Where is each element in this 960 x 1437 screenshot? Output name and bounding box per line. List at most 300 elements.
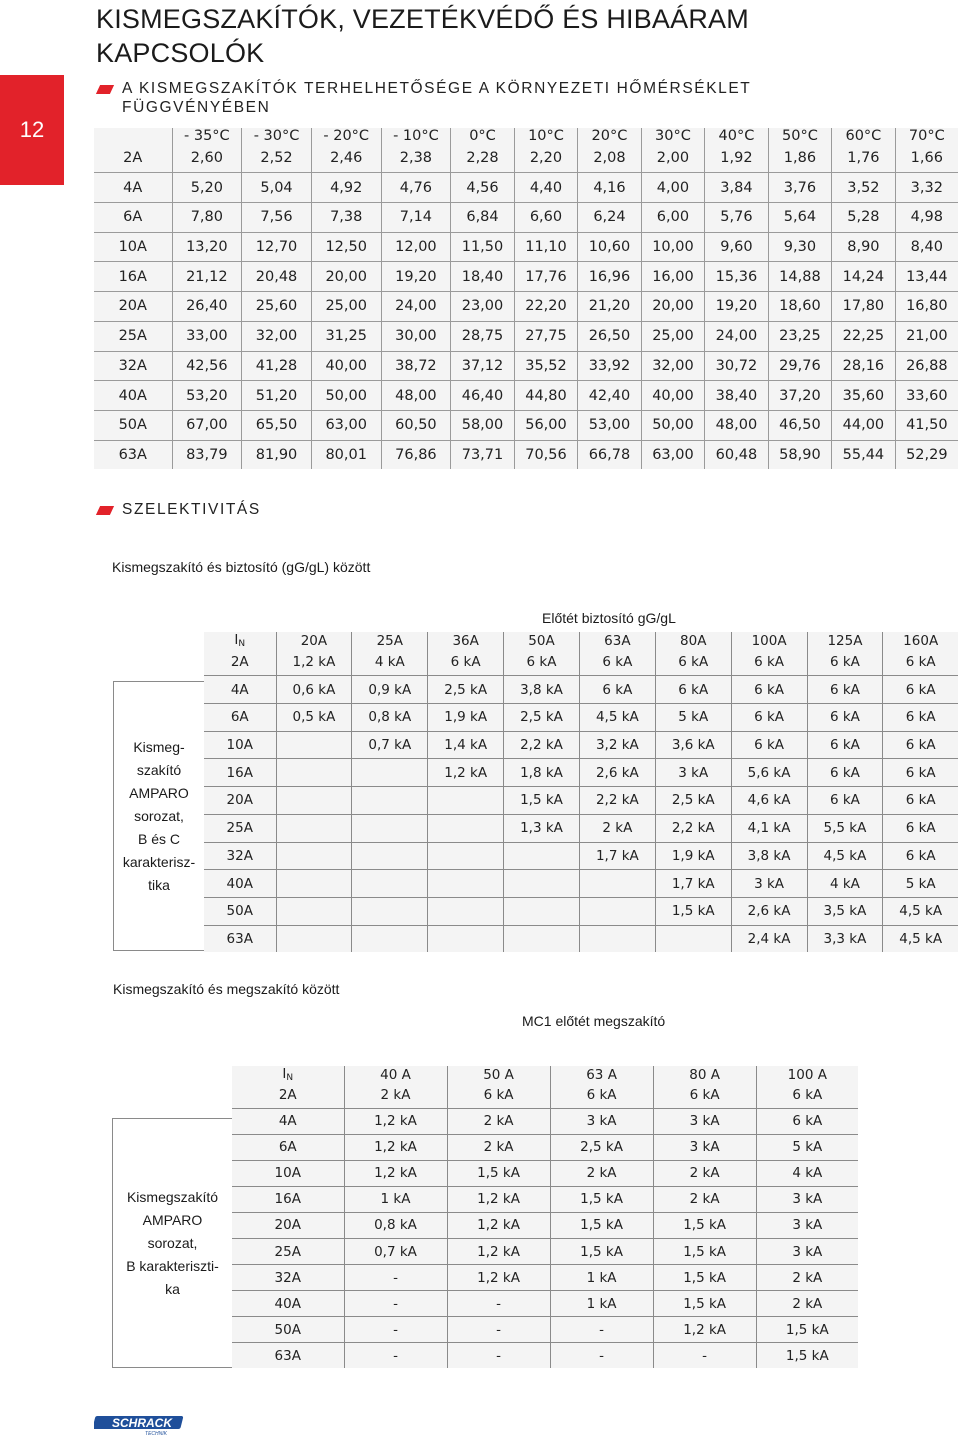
table-cell: 1,92 [705, 144, 768, 173]
table-cell: 1,5 kA [550, 1186, 653, 1212]
row-header: 25A [94, 321, 172, 351]
table-cell: 1,2 kA [344, 1108, 447, 1134]
row-header: 25A [204, 814, 276, 842]
table-cell: 25,00 [641, 321, 704, 351]
row-header: 32A [94, 351, 172, 381]
row-header: 6A [232, 1134, 344, 1160]
table-cell: 3,76 [768, 173, 831, 203]
row-header: 20A [204, 787, 276, 815]
table-cell: 2 kA [579, 814, 655, 842]
table-cell: 27,75 [514, 321, 577, 351]
table-cell: 1,2 kA [447, 1186, 550, 1212]
breaker-table-container [232, 1066, 858, 1368]
table-cell: 6 kA [756, 1108, 858, 1134]
table-cell: 38,40 [705, 381, 768, 411]
column-header: 20A [276, 632, 352, 649]
table-row [232, 1291, 858, 1317]
table-cell: 33,92 [578, 351, 641, 381]
table-cell: 22,20 [514, 292, 577, 322]
table-cell: 48,00 [381, 381, 451, 411]
table-cell: 29,76 [768, 351, 831, 381]
table-cell: 1,5 kA [447, 1160, 550, 1186]
table-row [232, 1186, 858, 1212]
table-cell: 11,50 [451, 232, 514, 262]
logo-text: SCHRACK [112, 1416, 172, 1430]
table-cell: - [550, 1317, 653, 1343]
table-cell: 4,98 [895, 203, 958, 233]
table-cell: - [447, 1291, 550, 1317]
table-cell: 6 kA [504, 649, 580, 676]
table-cell: 16,80 [895, 292, 958, 322]
table-cell: - [344, 1291, 447, 1317]
side-label-text [123, 736, 195, 897]
table-cell: 60,50 [381, 410, 451, 440]
table-cell: 46,50 [768, 410, 831, 440]
table-cell: 5,64 [768, 203, 831, 233]
column-header: 50A [504, 632, 580, 649]
table-cell: 7,80 [172, 203, 242, 233]
table-cell: 6 kA [447, 1083, 550, 1108]
table-cell: 6,60 [514, 203, 577, 233]
table-cell [428, 842, 504, 870]
table-cell [276, 897, 352, 925]
table-cell: 6,00 [641, 203, 704, 233]
table-cell: 7,56 [242, 203, 312, 233]
table-cell: 6 kA [883, 787, 958, 815]
table-cell: 1,2 kA [428, 759, 504, 787]
table-cell: 6 kA [883, 649, 958, 676]
column-header: 10°C [514, 128, 577, 144]
table-cell: 6 kA [883, 731, 958, 759]
table-row [94, 203, 958, 233]
column-header: - 30°C [242, 128, 312, 144]
table-cell: 2,5 kA [550, 1134, 653, 1160]
column-header: 40 A [344, 1066, 447, 1083]
table-cell: 40,00 [311, 351, 381, 381]
table-cell: 1,5 kA [504, 787, 580, 815]
table-row [232, 1317, 858, 1343]
table-row [204, 704, 958, 732]
table-header-row [232, 1066, 858, 1083]
table-cell: 16,96 [578, 262, 641, 292]
table-cell: 0,5 kA [276, 704, 352, 732]
bullet-icon [96, 506, 114, 515]
side-label-line: B karakteriszti- [126, 1257, 219, 1274]
table-cell: 33,00 [172, 321, 242, 351]
table-cell: 3 kA [655, 759, 731, 787]
table-cell: 2,6 kA [731, 897, 807, 925]
temperature-table-container [94, 128, 958, 469]
table-cell: - [447, 1317, 550, 1343]
fuse-selectivity-table [204, 632, 958, 952]
table-cell: 4,5 kA [899, 930, 943, 947]
table-cell: 60,48 [705, 440, 768, 469]
row-header: 40A [232, 1291, 344, 1317]
table-cell: 2,5 kA [504, 704, 580, 732]
table-cell: 2,08 [578, 144, 641, 173]
fuse-side-label [113, 681, 204, 951]
rated-current-subscript: N [238, 639, 246, 649]
table-cell [352, 759, 428, 787]
table-row [232, 1239, 858, 1265]
table-row [204, 759, 958, 787]
table-cell: 41,50 [895, 410, 958, 440]
table-cell: 1,4 kA [428, 731, 504, 759]
table-cell: 50,00 [311, 381, 381, 411]
table-cell [655, 925, 731, 952]
row-header: 16A [232, 1186, 344, 1212]
table-cell: 4,16 [578, 173, 641, 203]
table-cell: 7,14 [381, 203, 451, 233]
table-cell: 55,44 [832, 440, 895, 469]
table-cell: 6 kA [428, 649, 504, 676]
table-cell: 1,5 kA [756, 1317, 858, 1343]
page-number: 12 [19, 117, 45, 142]
table-cell: 53,20 [172, 381, 242, 411]
side-label-line: ka [165, 1280, 180, 1297]
table-row [94, 262, 958, 292]
rated-current-symbol: I [234, 632, 239, 648]
table-cell: 19,20 [381, 262, 451, 292]
table-cell: 2,5 kA [428, 676, 504, 704]
table-cell: 2 kA [653, 1160, 756, 1186]
table-cell: 30,72 [705, 351, 768, 381]
row-header: 63A [94, 440, 172, 469]
table-cell: 46,40 [451, 381, 514, 411]
table-cell: 1 kA [550, 1291, 653, 1317]
table-cell: 0,9 kA [352, 676, 428, 704]
table-cell: 3 kA [756, 1239, 858, 1265]
table-cell: 35,52 [514, 351, 577, 381]
table-cell: 18,40 [451, 262, 514, 292]
table-cell: 1,2 kA [447, 1212, 550, 1238]
row-header: 10A [204, 731, 276, 759]
table-cell: 1,66 [895, 144, 958, 173]
table-cell: 3 kA [653, 1134, 756, 1160]
table-cell: 6 kA [655, 676, 731, 704]
row-header: 4A [204, 676, 276, 704]
column-header: 63 A [550, 1066, 653, 1083]
table-cell: 1,8 kA [504, 759, 580, 787]
table-cell: 81,90 [242, 440, 312, 469]
table-cell: 0,7 kA [344, 1239, 447, 1265]
table-cell: 0,7 kA [352, 731, 428, 759]
table-cell: 0,6 kA [276, 676, 352, 704]
row-header: 16A [94, 262, 172, 292]
table-cell: 40,00 [641, 381, 704, 411]
column-header: - 20°C [311, 128, 381, 144]
table-cell: 4,40 [514, 173, 577, 203]
table-cell: 4,92 [311, 173, 381, 203]
table-cell: 51,20 [242, 381, 312, 411]
table-cell: 6 kA [807, 759, 883, 787]
table-cell: 80,01 [311, 440, 381, 469]
fuse-table-container [204, 632, 958, 952]
column-header: 50 A [447, 1066, 550, 1083]
table-cell: 37,12 [451, 351, 514, 381]
row-header: 20A [232, 1212, 344, 1238]
table-cell: - [653, 1343, 756, 1368]
side-label-line: AMPARO [129, 784, 189, 801]
table-cell: 2,5 kA [655, 787, 731, 815]
table-cell: 25,00 [311, 292, 381, 322]
column-header: 63A [579, 632, 655, 649]
table-cell: 6 kA [579, 649, 655, 676]
table-cell: 3,3 kA [807, 925, 883, 952]
table-row [204, 925, 958, 952]
breaker-side-label [112, 1118, 232, 1368]
table-cell [504, 925, 580, 952]
table-cell [276, 814, 352, 842]
table-cell: - [344, 1317, 447, 1343]
table-cell: 1,5 kA [653, 1239, 756, 1265]
table-cell: 6 kA [807, 649, 883, 676]
table-cell: 6 kA [731, 649, 807, 676]
table-cell: 6,24 [578, 203, 641, 233]
row-header: 40A [204, 870, 276, 898]
table-cell [504, 842, 580, 870]
table-cell: 1,5 kA [653, 1291, 756, 1317]
table-cell [352, 787, 428, 815]
table-cell: - [344, 1343, 447, 1368]
section-heading-selectivity [96, 500, 261, 519]
table-row [94, 440, 958, 469]
table-cell: 6 kA [731, 704, 807, 732]
column-header: - 10°C [381, 128, 451, 144]
table-cell: 9,30 [768, 232, 831, 262]
table-cell [352, 814, 428, 842]
column-header: 30°C [641, 128, 704, 144]
rated-current-header [204, 632, 276, 649]
row-header: 4A [94, 173, 172, 203]
row-header: 6A [204, 704, 276, 732]
table-cell: 4 kA [807, 870, 883, 898]
table-cell: 1,76 [832, 144, 895, 173]
table-cell: 4,76 [381, 173, 451, 203]
table-cell: 6 kA [653, 1083, 756, 1108]
breaker-selectivity-table [232, 1066, 858, 1368]
table-cell: 16,00 [641, 262, 704, 292]
table-cell: 50,00 [641, 410, 704, 440]
table-cell: 12,70 [242, 232, 312, 262]
column-header: - 35°C [172, 128, 242, 144]
table-cell: 2,28 [451, 144, 514, 173]
table-cell: 6 kA [579, 676, 655, 704]
table-cell [504, 870, 580, 898]
table-cell: 52,29 [895, 440, 958, 469]
column-header: 100A [731, 632, 807, 649]
table-cell: 56,00 [514, 410, 577, 440]
table-cell: 37,20 [768, 381, 831, 411]
table-cell: 3,6 kA [655, 731, 731, 759]
rated-current-symbol: I [282, 1066, 287, 1082]
table-cell: 20,00 [311, 262, 381, 292]
column-header: 80 A [653, 1066, 756, 1083]
table-cell: 3 kA [653, 1108, 756, 1134]
side-label-line: B és C [137, 830, 180, 847]
table-cell: 2 kA [344, 1083, 447, 1108]
table-cell [428, 870, 504, 898]
table-cell: 4,5 kA [883, 897, 958, 925]
side-label-line: Kismeg- [133, 738, 185, 755]
section-heading-text: SZELEKTIVITÁS [122, 501, 261, 518]
column-header: 100 A [787, 1066, 827, 1083]
table-cell: 0,8 kA [352, 704, 428, 732]
breaker-section-caption: Kismegszakító és megszakító között [113, 981, 340, 997]
corner-cell [94, 128, 172, 144]
table-cell: 2,60 [172, 144, 242, 173]
table-cell: 3,84 [705, 173, 768, 203]
table-cell: 4,00 [641, 173, 704, 203]
table-row [94, 381, 958, 411]
table-cell: 32,00 [641, 351, 704, 381]
table-cell: 10,60 [578, 232, 641, 262]
table-cell: 3 kA [731, 870, 807, 898]
table-cell: 2 kA [756, 1265, 858, 1291]
row-header: 63A [232, 1343, 344, 1368]
page-title: KISMEGSZAKÍTÓK, VEZETÉKVÉDŐ ÉS HIBAÁRAM KAPCSOLÓK [96, 4, 749, 68]
table-cell: 6 kA [731, 676, 807, 704]
row-header: 50A [94, 410, 172, 440]
table-cell: 5,28 [832, 203, 895, 233]
table-cell: 6 kA [807, 731, 883, 759]
table-cell: 58,00 [451, 410, 514, 440]
bullet-icon [96, 85, 114, 94]
table-cell: 1 kA [344, 1186, 447, 1212]
table-cell [579, 925, 655, 952]
table-cell: 23,00 [451, 292, 514, 322]
table-cell: 17,76 [514, 262, 577, 292]
table-cell: 58,90 [768, 440, 831, 469]
table-cell: 5 kA [756, 1134, 858, 1160]
table-cell: 1,2 kA [276, 649, 352, 676]
table-cell [428, 925, 504, 952]
table-cell: 6 kA [550, 1083, 653, 1108]
rated-current-header [232, 1066, 344, 1083]
table-cell: 21,12 [172, 262, 242, 292]
table-row [204, 842, 958, 870]
table-row [94, 173, 958, 203]
table-cell: 31,25 [311, 321, 381, 351]
table-cell: 1,86 [768, 144, 831, 173]
column-header: 40°C [705, 128, 768, 144]
table-cell: 10,00 [641, 232, 704, 262]
row-header: 32A [204, 842, 276, 870]
table-row [232, 1212, 858, 1238]
table-row [232, 1134, 858, 1160]
row-header: 50A [232, 1317, 344, 1343]
table-cell: 0,8 kA [344, 1212, 447, 1238]
table-cell: 17,80 [832, 292, 895, 322]
table-cell: 26,50 [578, 321, 641, 351]
table-cell: 4,5 kA [579, 704, 655, 732]
table-cell: 5 kA [883, 870, 958, 898]
table-cell [428, 814, 504, 842]
table-cell: 1,2 kA [447, 1239, 550, 1265]
table-cell: 11,10 [514, 232, 577, 262]
table-cell: 6 kA [807, 787, 883, 815]
column-header: 50°C [768, 128, 831, 144]
table-cell: 3 kA [550, 1108, 653, 1134]
row-header: 63A [204, 925, 276, 952]
table-cell: 5,76 [705, 203, 768, 233]
side-label-line: sorozat, [134, 807, 184, 824]
section-heading-load-capacity [96, 79, 842, 117]
table-cell: 30,00 [381, 321, 451, 351]
table-cell: 13,44 [895, 262, 958, 292]
table-cell: 63,00 [311, 410, 381, 440]
table-cell: 6 kA [883, 814, 958, 842]
table-cell: 76,86 [381, 440, 451, 469]
table-row [94, 410, 958, 440]
table-cell: 21,20 [578, 292, 641, 322]
fuse-header-caption: Előtét biztosító gG/gL [542, 610, 676, 626]
table-cell: 2 kA [653, 1186, 756, 1212]
table-cell: 42,40 [578, 381, 641, 411]
side-label-line: Kismegszakító [126, 1188, 219, 1205]
table-row [204, 870, 958, 898]
table-cell: 6 kA [807, 704, 883, 732]
row-header: 25A [232, 1239, 344, 1265]
table-cell: 2,2 kA [655, 814, 731, 842]
table-cell: 2 kA [756, 1291, 858, 1317]
temperature-derating-table [94, 128, 958, 469]
table-cell [352, 870, 428, 898]
table-cell: 8,40 [895, 232, 958, 262]
table-cell: 65,50 [242, 410, 312, 440]
table-cell: 6 kA [883, 759, 958, 787]
rated-current-subscript: N [286, 1073, 294, 1083]
table-cell: 53,00 [578, 410, 641, 440]
table-cell: 24,00 [381, 292, 451, 322]
table-cell: 24,00 [705, 321, 768, 351]
table-cell: 3,32 [895, 173, 958, 203]
table-cell: 3,8 kA [504, 676, 580, 704]
table-cell: 35,60 [832, 381, 895, 411]
table-cell: 4 kA [756, 1160, 858, 1186]
table-cell: 6 kA [731, 731, 807, 759]
table-cell: 1,5 kA [655, 897, 731, 925]
table-cell: 6 kA [883, 704, 958, 732]
table-cell: 6 kA [807, 676, 883, 704]
row-header: 2A [94, 144, 172, 173]
table-cell: 2,00 [641, 144, 704, 173]
row-header: 16A [204, 759, 276, 787]
fuse-section-caption: Kismegszakító és biztosító (gG/gL) között [112, 559, 371, 575]
table-cell: - [447, 1343, 550, 1368]
table-cell: 33,60 [895, 381, 958, 411]
table-cell: 26,88 [895, 351, 958, 381]
side-label-line: karakterisz- [122, 853, 196, 870]
table-cell: 12,00 [381, 232, 451, 262]
table-cell: 38,72 [381, 351, 451, 381]
table-cell: 2 kA [550, 1160, 653, 1186]
table-cell: 1,3 kA [504, 814, 580, 842]
table-cell: 2 kA [447, 1108, 550, 1134]
table-cell: 44,80 [514, 381, 577, 411]
row-header: 2A [204, 649, 276, 676]
row-header: 10A [232, 1160, 344, 1186]
table-cell: 19,20 [705, 292, 768, 322]
table-cell: 1,2 kA [344, 1134, 447, 1160]
column-header: 0°C [451, 128, 514, 144]
table-cell [276, 925, 352, 952]
table-row [94, 232, 958, 262]
table-cell: - [550, 1343, 653, 1368]
side-label-line: szakító [136, 761, 182, 778]
table-row [232, 1083, 858, 1108]
table-row [232, 1343, 858, 1368]
